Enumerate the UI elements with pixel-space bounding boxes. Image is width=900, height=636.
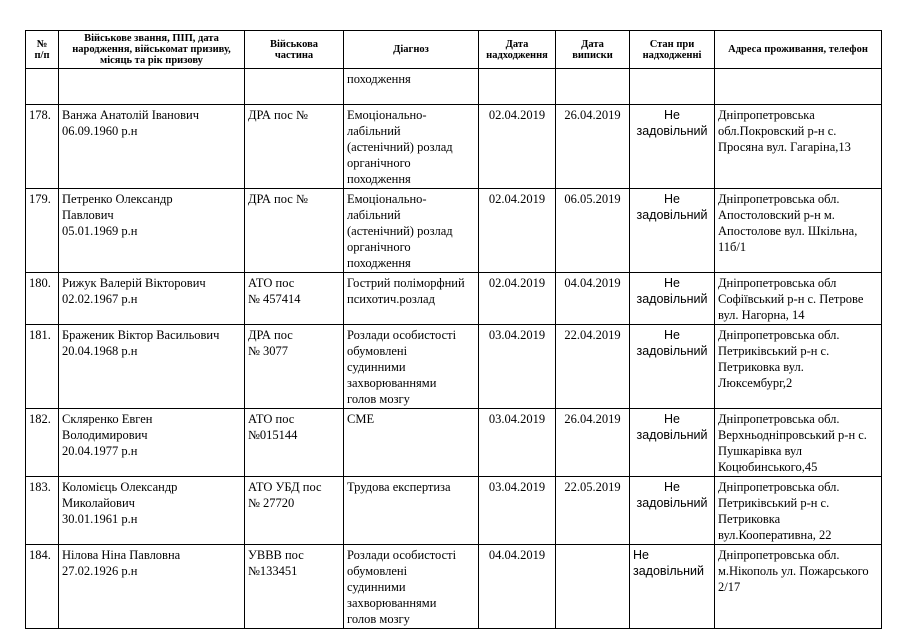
table-row [26, 545, 882, 629]
cell-date-out: 26.04.2019 [556, 409, 630, 477]
cell-state: Не задовільний [630, 477, 715, 545]
cell-unit: АТО пос № 457414 [245, 273, 344, 325]
cell-address: Дніпропетровська обл. м.Нікополь ул. Пожарського 2/17 [715, 545, 882, 629]
cell-name: Ванжа Анатолій Іванович 06.09.1960 р.н [59, 105, 245, 189]
table-row [26, 273, 882, 325]
cell-name: Браженик Віктор Васильович 20.04.1968 р.н [59, 325, 245, 409]
cell-unit [245, 69, 344, 105]
cell-name: Петренко Олександр Павлович 05.01.1969 р.н [59, 189, 245, 273]
cell-number: 184. [26, 545, 59, 629]
cell-name: Нілова Ніна Павловна 27.02.1926 р.н [59, 545, 245, 629]
cell-diagnosis: Емоціонально- лабільний (астенічний) розлад органічного походження [344, 189, 479, 273]
table-row-continuation [26, 69, 882, 105]
document-page [25, 30, 881, 629]
header-date-in: Дата надходження [479, 31, 556, 69]
cell-diagnosis: Розлади особистості обумовлені судинними захворюваннями голов мозгу [344, 545, 479, 629]
cell-date-in: 02.04.2019 [479, 105, 556, 189]
cell-number: 179. [26, 189, 59, 273]
cell-diagnosis: Емоціонально- лабільний (астенічний) розлад органічного походження [344, 105, 479, 189]
cell-number: 182. [26, 409, 59, 477]
cell-state: Не задовільний [630, 409, 715, 477]
cell-date-in: 02.04.2019 [479, 189, 556, 273]
table-row [26, 325, 882, 409]
cell-unit: ДРА пос № 3077 [245, 325, 344, 409]
patient-register-table [25, 30, 882, 629]
cell-address: Дніпропетровська обл. Апостоловский р-н м. Апостолове вул. Шкільна, 11б/1 [715, 189, 882, 273]
cell-unit: АТО УБД пос № 27720 [245, 477, 344, 545]
cell-name: Скляренко Евген Володимирович 20.04.1977 р.н [59, 409, 245, 477]
cell-date-out: 22.05.2019 [556, 477, 630, 545]
cell-state: Не задовільний [630, 189, 715, 273]
header-date-out: Дата виписки [556, 31, 630, 69]
table-row [26, 409, 882, 477]
header-state: Стан при надходженні [630, 31, 715, 69]
table-row [26, 189, 882, 273]
cell-number [26, 69, 59, 105]
cell-state: Не задовільний [630, 105, 715, 189]
cell-date-in: 03.04.2019 [479, 325, 556, 409]
cell-address: Дніпропетровська обл. Петриківський р-н с. Петриковка вул.Кооперативна, 22 [715, 477, 882, 545]
cell-date-out [556, 545, 630, 629]
header-diagnosis: Діагноз [344, 31, 479, 69]
cell-date-in: 04.04.2019 [479, 545, 556, 629]
cell-state: Не задовільний [630, 545, 715, 629]
cell-date-out [556, 69, 630, 105]
cell-diagnosis: Трудова експертиза [344, 477, 479, 545]
cell-date-out: 26.04.2019 [556, 105, 630, 189]
header-military-unit: Військова частина [245, 31, 344, 69]
cell-address: Дніпропетровська обл Софіївський р-н с. Петрове вул. Нагорна, 14 [715, 273, 882, 325]
cell-diagnosis: СМЕ [344, 409, 479, 477]
cell-diagnosis: Гострий поліморфний психотич.розлад [344, 273, 479, 325]
cell-address: Дніпропетровська обл.Покровский р-н с. Просяна вул. Гагаріна,13 [715, 105, 882, 189]
header-name: Військове звання, ПІП, дата народження, військомат призиву, місяць та рік призову [59, 31, 245, 69]
cell-address [715, 69, 882, 105]
cell-date-in: 03.04.2019 [479, 477, 556, 545]
header-address: Адреса проживання, телефон [715, 31, 882, 69]
cell-number: 183. [26, 477, 59, 545]
cell-diagnosis: Розлади особистості обумовлені судинними захворюваннями голов мозгу [344, 325, 479, 409]
cell-unit: УВВВ пос №133451 [245, 545, 344, 629]
cell-number: 181. [26, 325, 59, 409]
cell-address: Дніпропетровська обл. Верхньодніпровський р-н с. Пушкарівка вул Коцюбинського,45 [715, 409, 882, 477]
cell-number: 180. [26, 273, 59, 325]
cell-date-out: 06.05.2019 [556, 189, 630, 273]
cell-number: 178. [26, 105, 59, 189]
cell-date-in [479, 69, 556, 105]
cell-date-out: 22.04.2019 [556, 325, 630, 409]
cell-address: Дніпропетровська обл. Петриківський р-н с. Петриковка вул. Люксембург,2 [715, 325, 882, 409]
cell-date-in: 02.04.2019 [479, 273, 556, 325]
cell-date-out: 04.04.2019 [556, 273, 630, 325]
cell-unit: АТО пос №015144 [245, 409, 344, 477]
cell-name [59, 69, 245, 105]
cell-unit: ДРА пос № [245, 189, 344, 273]
cell-state [630, 69, 715, 105]
cell-state: Не задовільний [630, 273, 715, 325]
cell-date-in: 03.04.2019 [479, 409, 556, 477]
cell-state: Не задовільний [630, 325, 715, 409]
header-number: № п/п [26, 31, 59, 69]
table-row [26, 105, 882, 189]
cell-diagnosis: походження [344, 69, 479, 105]
cell-name: Рижук Валерій Вікторович 02.02.1967 р.н [59, 273, 245, 325]
cell-name: Коломієць Олександр Миколайович 30.01.1961 р.н [59, 477, 245, 545]
cell-unit: ДРА пос № [245, 105, 344, 189]
header-row [26, 31, 882, 69]
table-row [26, 477, 882, 545]
